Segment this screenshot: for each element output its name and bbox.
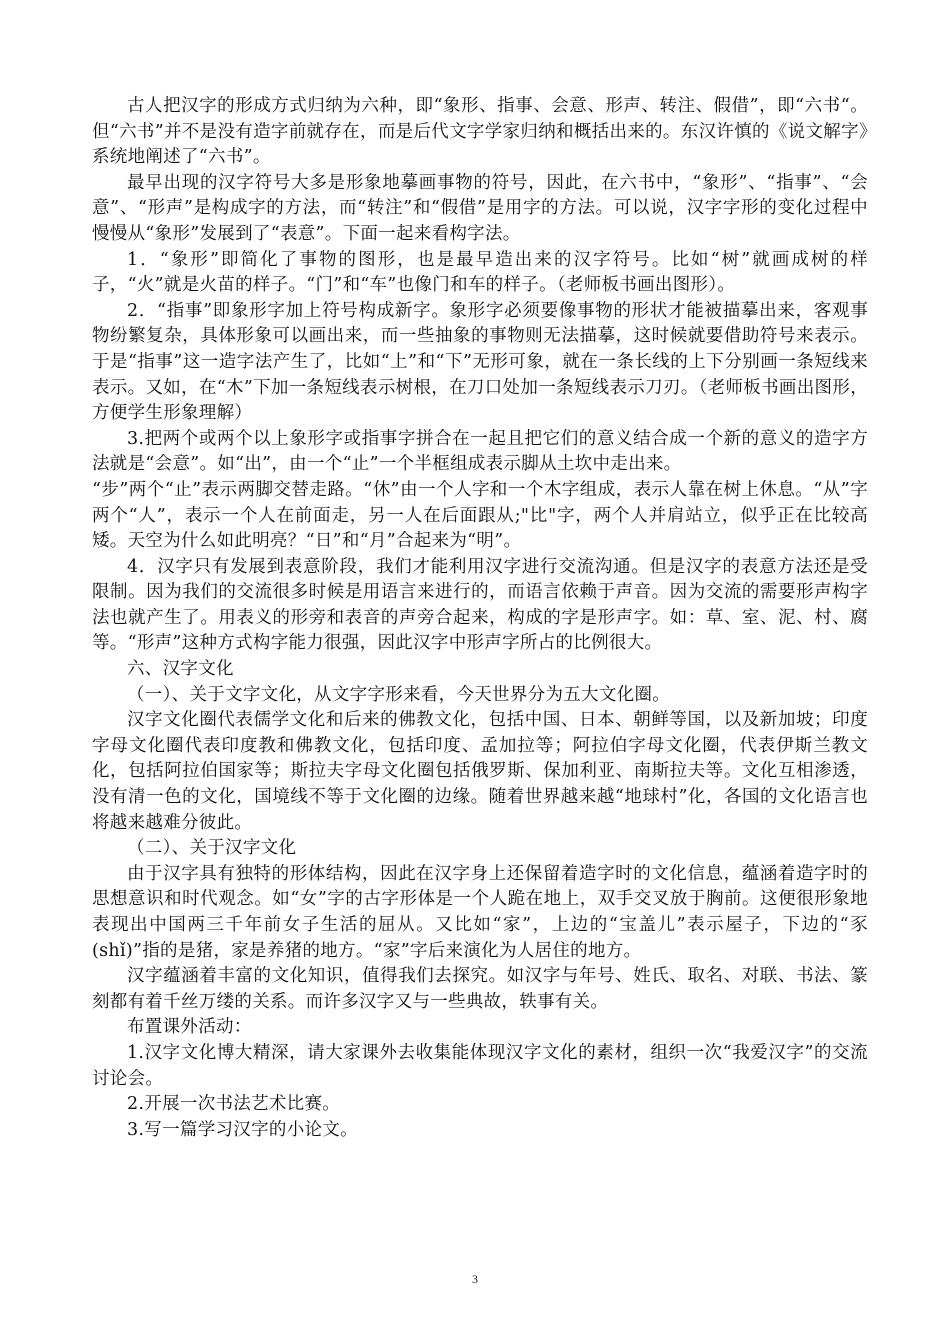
paragraph-compound-ideograph: 3.把两个或两个以上象形字或指事字拼合在一起且把它们的意义结合成一个新的意义的造字方法就是“会意”。如“出”，由一个“止”一个半框组成表示脚从土坎中走出来。 bbox=[92, 428, 868, 475]
paragraph-phono-semantic: 4．汉字只有发展到表意阶段，我们才能利用汉字进行交流沟通。但是汉字的表意方法还是受限制。因为我们的交流很多时候是用语言来进行的，而语言依赖于声音。因为交流的需要形声构字法也就产生了。用表义的形旁和表音的声旁合起来，构成的字是形声字。如：草、室、泥、村、腐等。“形声”这种方式构字能力很强，因此汉字中形声字所占的比例很大。 bbox=[92, 556, 868, 654]
paragraph-earliest-symbols: 最早出现的汉字符号大多是形象地摹画事物的符号，因此，在六书中，“象形”、“指事”、“会意”、“形声”是构成字的方法，而“转注”和“假借”是用字的方法。可以说，汉字字形的变化过程中慢慢从“象形”发展到了“表意”。下面一起来看构字法。 bbox=[92, 172, 868, 244]
subsection-heading-writing-culture: （一）、关于文字文化，从文字字形来看，今天世界分为五大文化圈。 bbox=[127, 684, 671, 705]
list-item-activity-1: 1.汉字文化博大精深，请大家课外去收集能体现汉字文化的素材，组织一次“我爱汉字”的交流讨论会。 bbox=[92, 1042, 868, 1089]
paragraph-cultural-knowledge: 汉字蕴涵着丰富的文化知识，值得我们去探究。如汉字与年号、姓氏、取名、对联、书法、篆刻都有着千丝万缕的关系。而许多汉字又与一些典故，轶事有关。 bbox=[92, 966, 868, 1012]
paragraph-activities-heading: 布置课外活动： bbox=[127, 1017, 252, 1038]
paragraph-pictograph: 1．“象形”即简化了事物的图形，也是最早造出来的汉字符号。比如“树”就画成树的样子，“火”就是火苗的样子。“门”和“车”也像门和车的样子。（老师板书画出图形）。 bbox=[92, 249, 868, 296]
subsection-heading-character-culture: （二）、关于汉字文化 bbox=[127, 838, 297, 859]
paragraph-indicative: 2．“指事”即象形字加上符号构成新字。象形字必须要像事物的形状才能被描摹出来，客观事物纷繁复杂，具体形象可以画出来，而一些抽象的事物则无法描摹，这时候就要借助符号来表示。于是“指事”这一造字法产生了，比如“上”和“下”无形可象，就在一条长线的上下分别画一条短线来表示。又如，在“木”下加一条短线表示树根，在刀口处加一条短线表示刀刃。（老师板书画出图形，方便学生形象理解） bbox=[92, 300, 868, 424]
list-item-activity-2: 2.开展一次书法艺术比赛。 bbox=[127, 1094, 341, 1115]
paragraph-cultural-information: 由于汉字具有独特的形体结构，因此在汉字身上还保留着造字时的文化信息，蕴涵着造字时的思想意识和时代观念。如“女”字的古字形体是一个人跪在地上，双手交叉放于胸前。这便很形象地表现出中国两三千年前女子生活的屈从。又比如“家”，上边的“宝盖儿”表示屋子，下边的“豕(shǐ)”指的是猪，家是养猪的地方。“家”字后来演化为人居住的地方。 bbox=[92, 863, 868, 961]
paragraph-compound-examples: “步”两个“止”表示两脚交替走路。“休”由一个人字和一个木字组成，表示人靠在树上休息。“从”字两个“人”，表示一个人在前面走，另一人在后面跟从;"比"字，两个人并肩站立，似乎正在比较高矮。天空为什么如此明亮？“日”和“月”合起来为“明”。 bbox=[92, 479, 868, 552]
paragraph-culture-circles: 汉字文化圈代表儒学文化和后来的佛教文化，包括中国、日本、朝鲜等国，以及新加坡；印度字母文化圈代表印度教和佛教文化，包括印度、孟加拉等；阿拉伯字母文化圈，代表伊斯兰教文化，包括阿拉伯国家等；斯拉夫字母文化圈包括俄罗斯、保加利亚、南斯拉夫等。文化互相渗透，没有清一色的文化，国境线不等于文化圈的边缘。随着世界越来越“地球村”化，各国的文化语言也将越来越难分彼此。 bbox=[92, 710, 868, 833]
section-heading-chinese-culture: 六、汉字文化 bbox=[127, 659, 234, 680]
document-body bbox=[92, 94, 868, 1143]
paragraph-liushu-intro: 古人把汉字的形成方式归纳为六种，即“象形、指事、会意、形声、转注、假借”，即“六书“。但“六书”并不是没有造字前就存在，而是后代文字学家归纳和概括出来的。东汉许慎的《说文解字》系统地阐述了“六书”。 bbox=[92, 96, 868, 168]
list-item-activity-3: 3.写一篇学习汉字的小论文。 bbox=[127, 1119, 358, 1140]
page-number: 3 bbox=[472, 1272, 478, 1286]
